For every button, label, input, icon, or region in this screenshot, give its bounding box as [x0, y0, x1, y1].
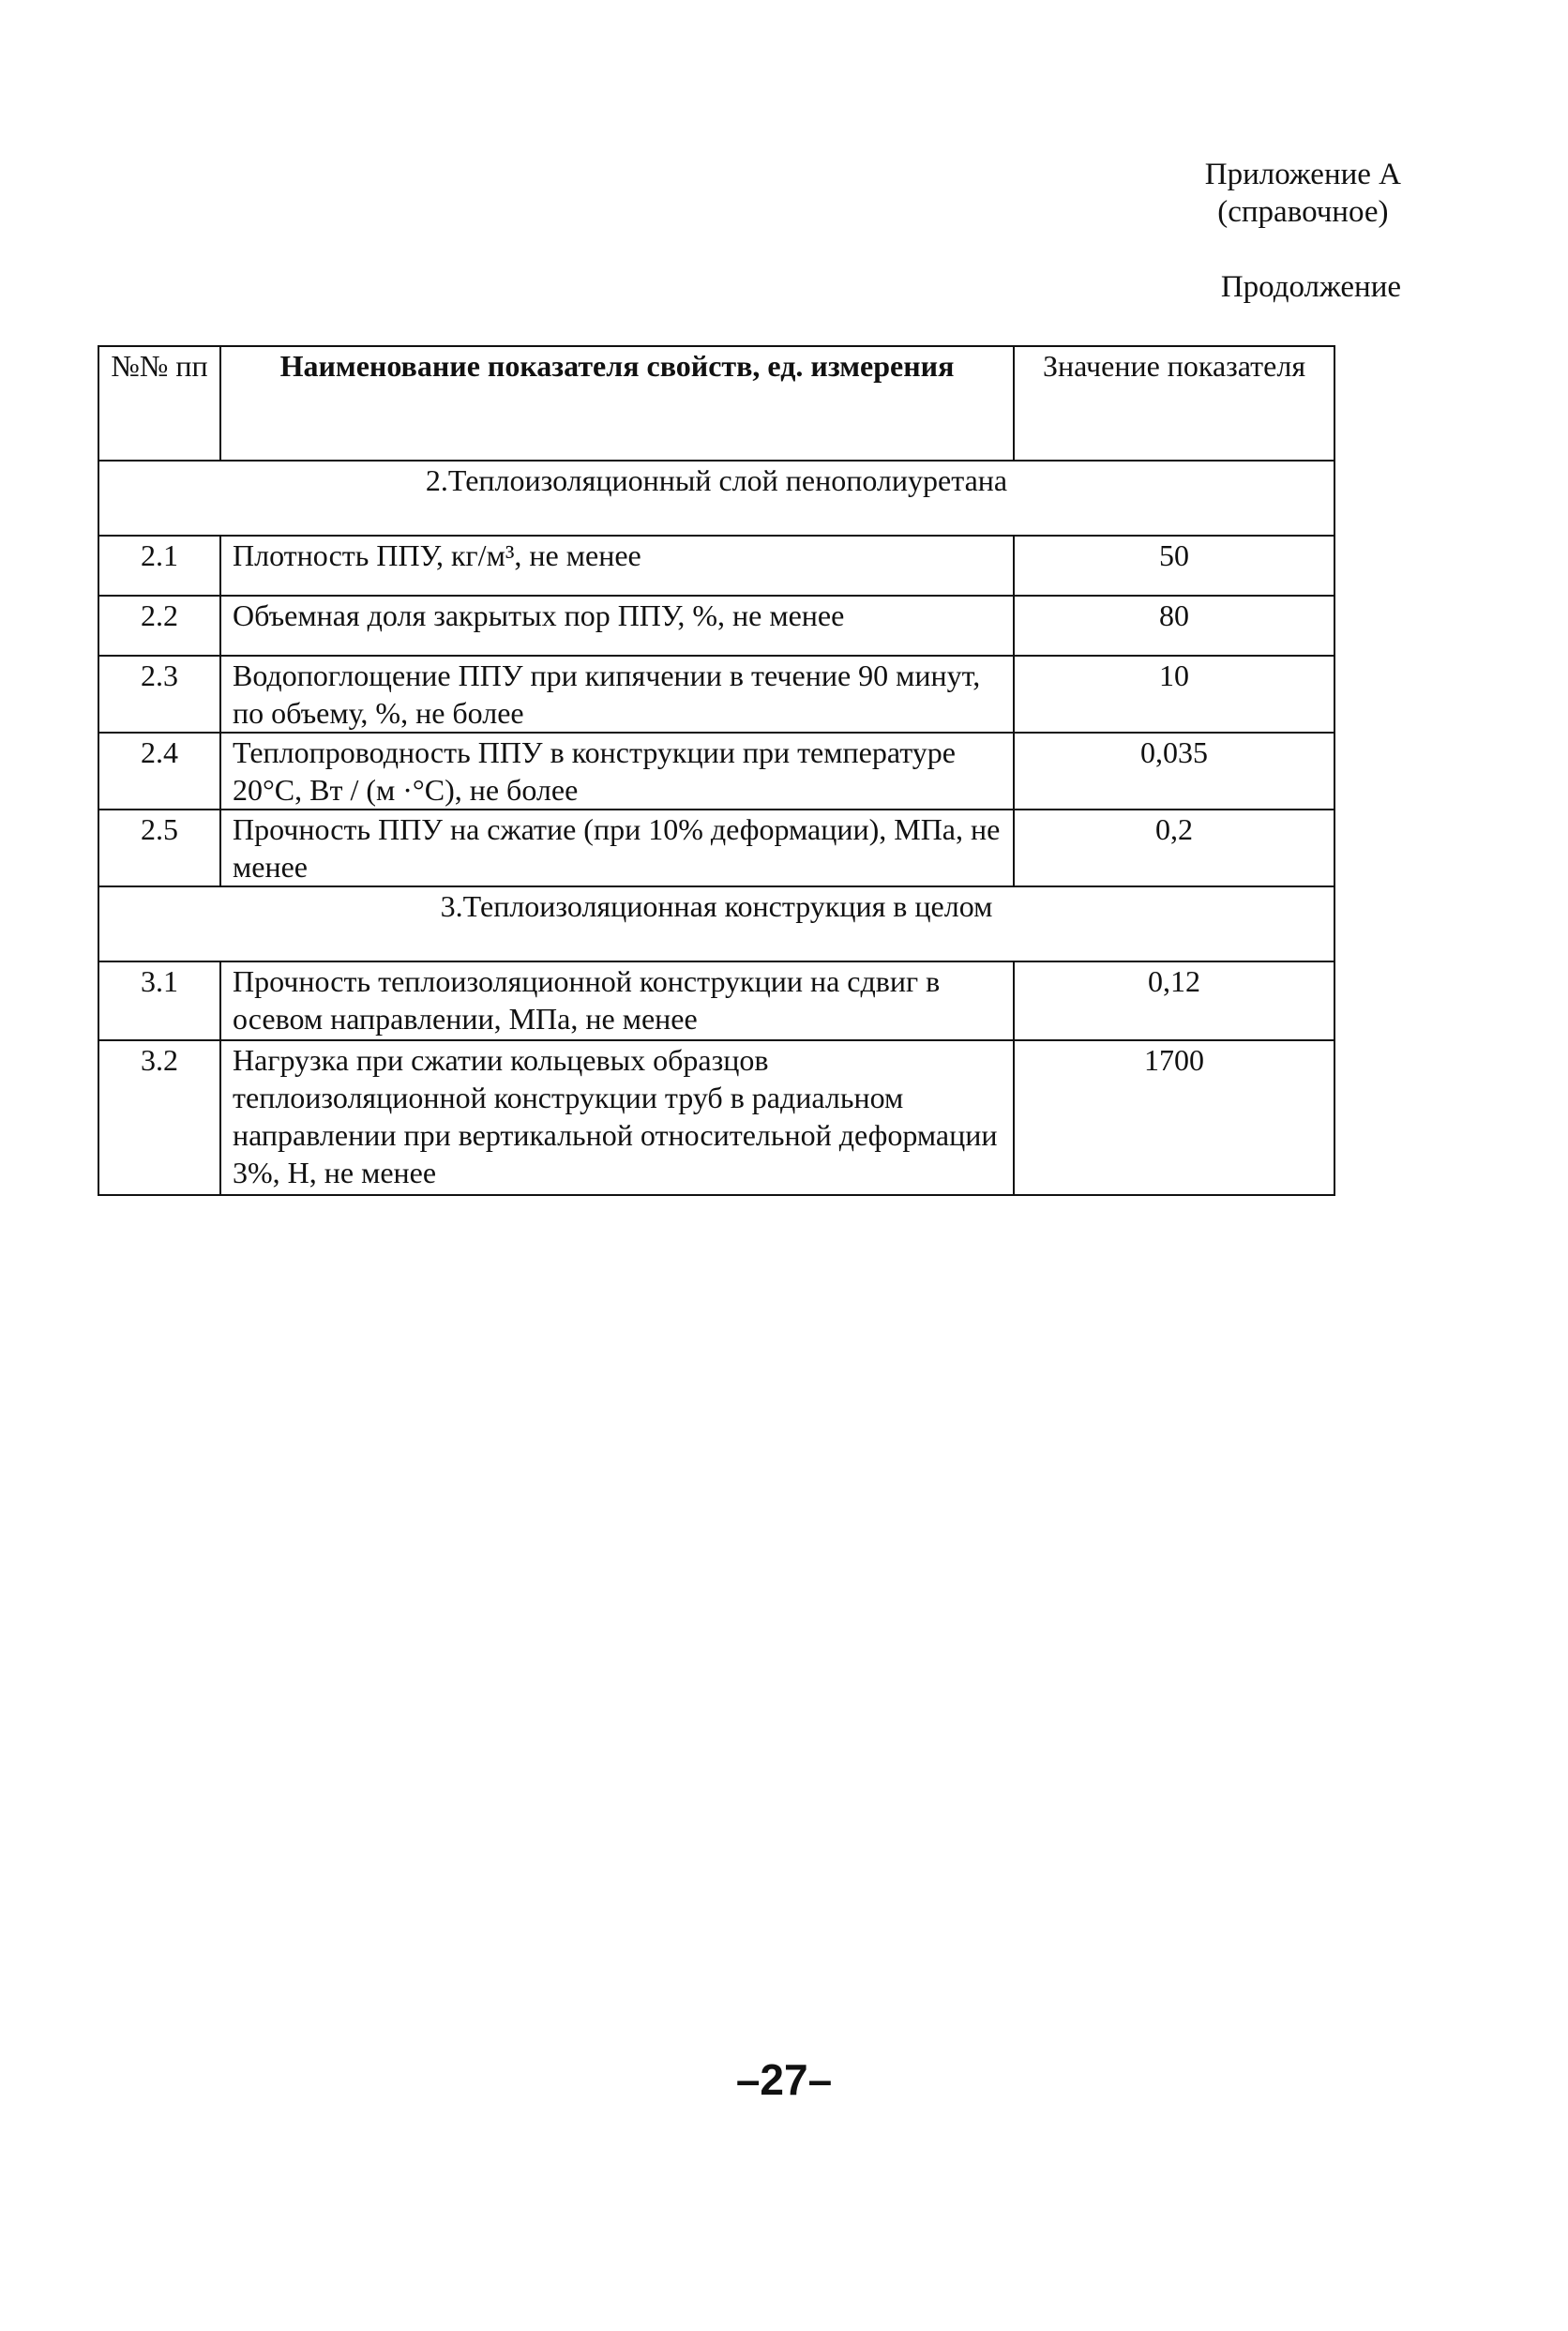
row-name: Плотность ППУ, кг/м³, не менее [220, 536, 1014, 596]
row-name: Объемная доля закрытых пор ППУ, %, не менее [220, 596, 1014, 656]
row-number: 2.2 [98, 596, 220, 656]
table-row [98, 656, 1334, 733]
table-row [98, 596, 1334, 656]
table-row [98, 536, 1334, 596]
row-name: Прочность ППУ на сжатие (при 10% деформации), МПа, не менее [220, 810, 1014, 886]
row-number: 3.2 [98, 1040, 220, 1195]
annex-title: Приложение А [1204, 158, 1401, 191]
row-value: 50 [1014, 536, 1334, 596]
page-number: –27– [735, 2055, 833, 2104]
table-row [98, 1040, 1334, 1195]
row-value: 10 [1014, 656, 1334, 733]
table-row [98, 810, 1334, 886]
section-title: 3.Теплоизоляционная конструкция в целом [98, 886, 1334, 961]
table-row [98, 961, 1334, 1040]
annex-header [1205, 156, 1401, 231]
row-value: 80 [1014, 596, 1334, 656]
table-row [98, 733, 1334, 810]
annex-type: (справочное) [1217, 195, 1389, 229]
row-name: Водопоглощение ППУ при кипячении в течение 90 минут, по объему, %, не более [220, 656, 1014, 733]
row-number: 2.5 [98, 810, 220, 886]
column-header-value: Значение показателя [1014, 346, 1334, 461]
row-name: Нагрузка при сжатии кольцевых образцов теплоизоляционной конструкции труб в радиальном направлении при вертикальной относительной деформации 3%, Н, не менее [220, 1040, 1014, 1195]
row-number: 2.1 [98, 536, 220, 596]
table-header-row [98, 346, 1334, 461]
row-value: 0,035 [1014, 733, 1334, 810]
row-name: Теплопроводность ППУ в конструкции при температуре 20°С, Вт / (м ·°С), не более [220, 733, 1014, 810]
properties-table [98, 345, 1335, 1196]
row-number: 2.3 [98, 656, 220, 733]
row-value: 0,2 [1014, 810, 1334, 886]
section-title: 2.Теплоизоляционный слой пенополиуретана [98, 461, 1334, 536]
column-header-number: №№ пп [98, 346, 220, 461]
section-row [98, 461, 1334, 536]
column-header-name: Наименование показателя свойств, ед. измерения [220, 346, 1014, 461]
row-number: 2.4 [98, 733, 220, 810]
section-row [98, 886, 1334, 961]
row-name: Прочность теплоизоляционной конструкции на сдвиг в осевом направлении, МПа, не менее [220, 961, 1014, 1040]
continuation-label: Продолжение [1220, 270, 1401, 304]
row-number: 3.1 [98, 961, 220, 1040]
row-value: 1700 [1014, 1040, 1334, 1195]
row-value: 0,12 [1014, 961, 1334, 1040]
